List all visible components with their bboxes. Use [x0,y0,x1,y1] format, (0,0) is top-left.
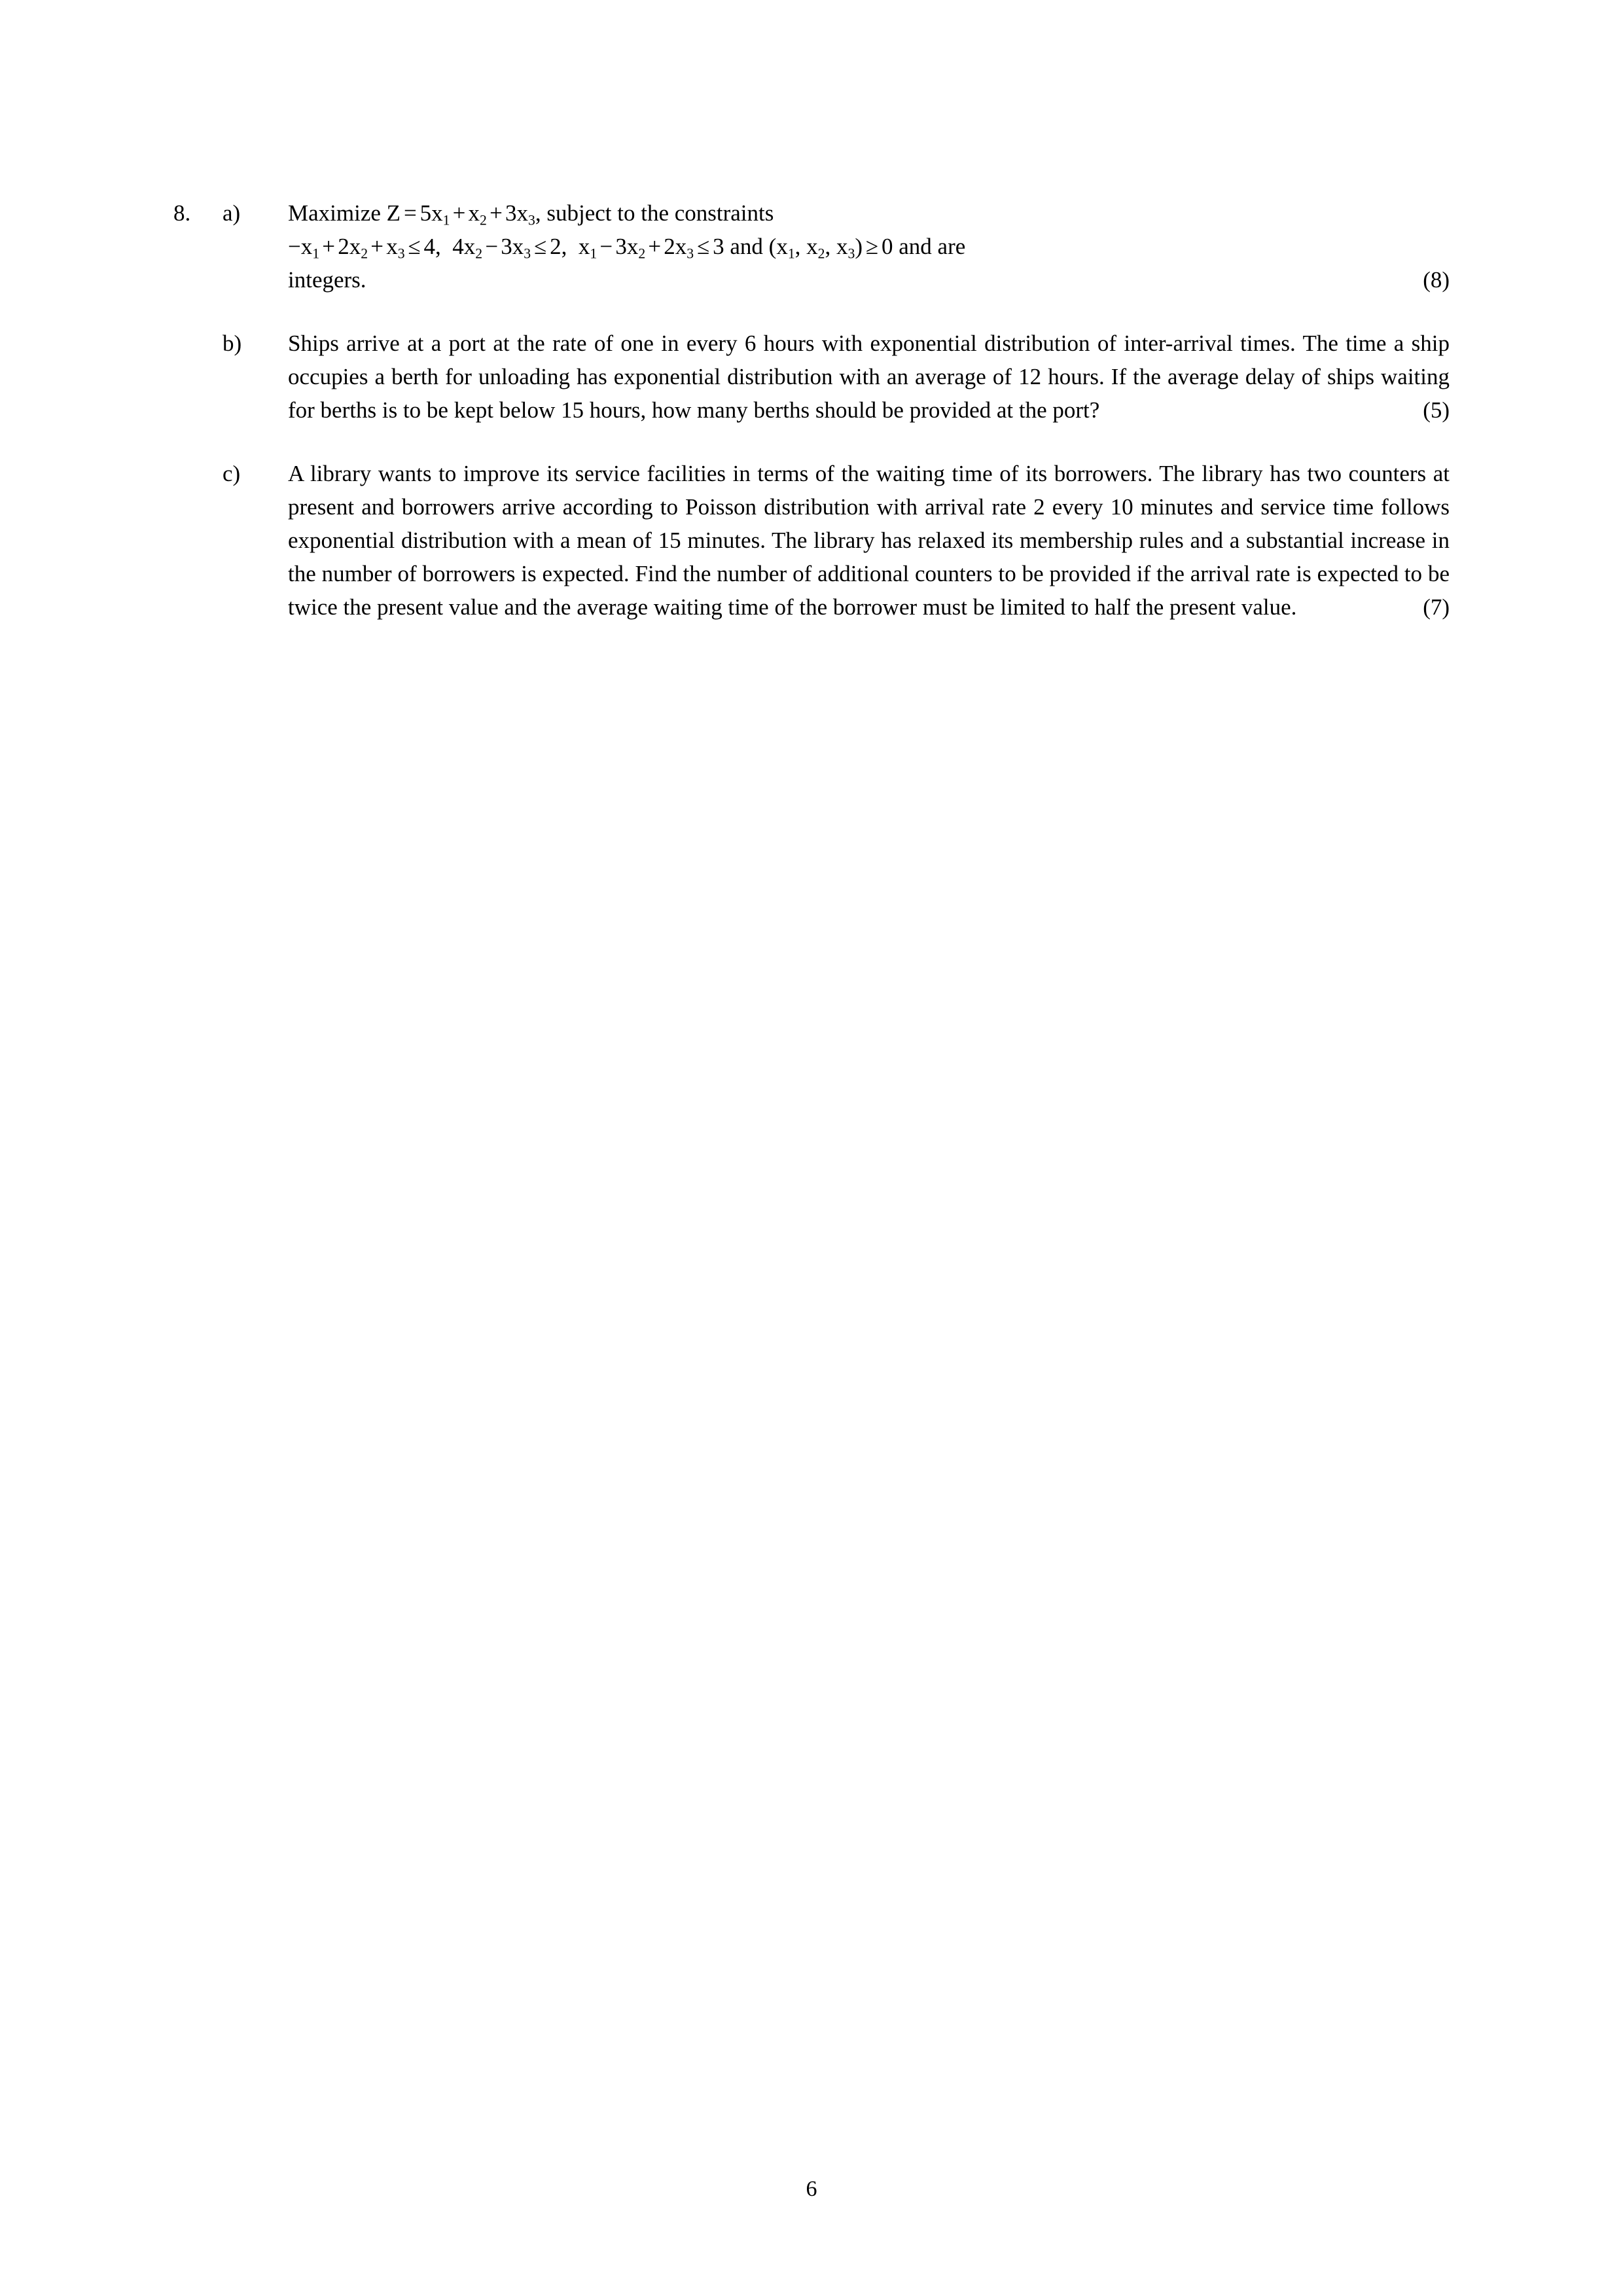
term2-subscript: 2 [480,212,487,228]
c3-var3-subscript: 3 [687,245,694,262]
c1-var1: x [300,234,313,259]
part-c-body [288,457,1450,624]
c1-var2-subscript: 2 [361,245,368,262]
objective-operator-2: + [490,200,503,226]
c2-coef2: 3 [501,234,512,259]
part-a-final-line [288,263,1450,296]
part-b-body [288,327,1450,427]
question-content [173,196,1450,654]
part-c-text: A library wants to improve its service facilities in terms of the waiting time of its borrowers. The library has two counters at present and borrowers arrive according to Poisson distribution with arrival rate 2 every 10 minutes and service time follows exponential distribution with a mean of 15 minutes. The library has relaxed its membership rules and a substantial increase in the number of borrowers is expected. Find the number of additional counters to be provided if the arrival rate is expected to be twice the present value and the average waiting time of the borrower must be limited to half the present value. [288,461,1450,620]
constraint-1 [288,234,441,262]
nonneg-var3: x [836,234,848,259]
c3-var1-subscript: 1 [590,245,597,262]
c3-var3: x [675,234,687,259]
c3-var2-subscript: 2 [638,245,646,262]
question-number: 8. [173,200,191,226]
c2-var1-subscript: 2 [475,245,483,262]
c1-sign: − [288,234,301,259]
c3-relation: ≤ [697,234,710,259]
term3-subscript: 3 [528,212,535,228]
part-b-text: Ships arrive at a port at the rate of one in every 6 hours with exponential distribution of inter-arrival times. The time a ship occupies a berth for unloading has exponential distribution with an average of 12 hours. If the average delay of ships waiting for berths is to be kept below 15 hours, how many berths should be provided at the port? [288,331,1450,423]
term1-subscript: 1 [442,212,450,228]
question-part-c [173,457,1450,624]
c1-coef2: 2 [338,234,349,259]
c3-operator-1: − [599,234,613,259]
constraint-3 [573,234,724,262]
part-b-marks: (5) [1423,397,1450,423]
part-a-marks: (8) [1423,267,1450,293]
c3-coef2: 3 [615,234,627,259]
nonneg-var2-subscript: 2 [817,245,825,262]
term1-variable: x [431,200,443,226]
nonneg-var1: x [776,234,788,259]
objective-lhs: Z [386,200,401,226]
c2-var2: x [512,234,524,259]
page-number: 6 [806,2177,817,2201]
objective-function [387,200,535,226]
part-a-last-word: integers. [288,267,366,293]
constraint-conjunction: and [730,234,763,259]
part-label-b: b) [223,331,242,356]
nonneg-rhs: 0 [882,234,893,259]
nonneg-close-paren: ) [855,234,863,259]
c3-var2: x [626,234,639,259]
c3-var1: x [578,234,590,259]
objective-trailing-text: , subject to the constraints [535,200,774,226]
objective-operator-1: + [452,200,466,226]
c2-relation: ≤ [533,234,547,259]
nonneg-separator-1: , [794,234,801,259]
part-label-a: a) [223,200,241,226]
c2-coef1: 4 [452,234,464,259]
question-part-b [173,327,1450,427]
c1-var3-subscript: 3 [397,245,405,262]
constraint-2 [447,234,567,262]
nonnegativity-constraint [768,234,893,262]
c1-operator-1: + [322,234,336,259]
nonneg-open-paren: ( [768,234,777,259]
nonneg-separator-2: , [825,234,831,259]
c1-operator-2: + [370,234,383,259]
part-label-c: c) [223,461,241,486]
part-a-body [288,196,1450,296]
c3-rhs: 3 [713,234,724,259]
c2-separator: , [561,234,567,259]
term3-variable: x [516,200,529,226]
c1-separator: , [435,234,441,259]
nonneg-var3-subscript: 3 [847,245,855,262]
part-a-objective-line [288,196,1450,230]
question-part-a [173,196,1450,296]
c1-var1-subscript: 1 [312,245,320,262]
part-c-marks: (7) [1423,594,1450,620]
term1-coefficient: 5 [419,200,432,226]
nonneg-var1-subscript: 1 [787,245,795,262]
c1-var3: x [386,234,398,259]
c1-relation: ≤ [408,234,421,259]
c2-var1: x [463,234,476,259]
part-a-constraints-line [288,230,1450,263]
c1-rhs: 4 [423,234,436,259]
nonneg-relation: ≥ [865,234,879,259]
nonneg-var2: x [806,234,818,259]
maximize-keyword: Maximize [288,200,381,226]
c3-operator-2: + [648,234,662,259]
constraints-trailing-text: and are [899,234,966,259]
c2-operator-1: − [485,234,499,259]
term2-variable: x [468,200,480,226]
c1-var2: x [349,234,361,259]
equals-sign: = [403,200,417,226]
c3-coef3: 2 [664,234,675,259]
c2-rhs: 2 [550,234,562,259]
c2-var2-subscript: 3 [524,245,531,262]
term3-coefficient: 3 [505,200,517,226]
